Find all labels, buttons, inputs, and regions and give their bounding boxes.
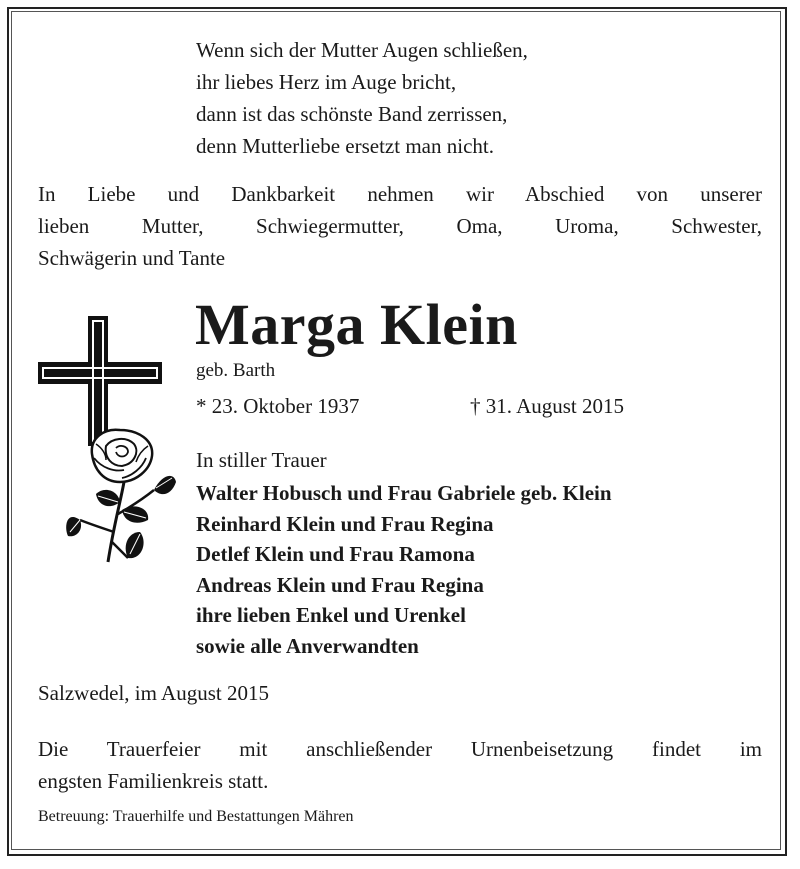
death-date: † 31. August 2015 [470,394,625,418]
poem-line: ihr liebes Herz im Auge bricht, [196,70,457,94]
intro-line: lieben Mutter, Schwiegermutter, Oma, Uroma, Schwester, [38,214,762,238]
birth-name: geb. Barth [196,360,276,381]
deceased-name: Marga Klein [195,292,518,357]
rose-icon [62,424,182,564]
mourner-line: sowie alle Anverwandten [196,633,419,658]
mourner-line: Walter Hobusch und Frau Gabriele geb. Klein [196,481,612,505]
mourner-line: ihre lieben Enkel und Urenkel [196,603,466,627]
place-date: Salzwedel, im August 2015 [38,681,269,705]
mourners-list [196,478,612,661]
mourner-line: Reinhard Klein und Frau Regina [196,511,494,536]
funeral-home-credit: Betreuung: Trauerhilfe und Bestattungen Mähren [38,808,354,825]
intro-line: Schwägerin und Tante [38,246,226,270]
poem-line: Wenn sich der Mutter Augen schließen, [196,38,528,62]
intro-line: In Liebe und Dankbarkeit nehmen wir Abschied von unserer [38,182,762,206]
intro-text [38,178,762,274]
mourner-line: Andreas Klein und Frau Regina [196,572,484,597]
mourning-heading: In stiller Trauer [196,448,327,472]
ceremony-line: Die Trauerfeier mit anschließender Urnenbeisetzung findet im [38,737,762,761]
poem-line: denn Mutterliebe ersetzt man nicht. [196,134,494,158]
ceremony-text [38,733,762,797]
ceremony-line: engsten Familienkreis statt. [38,769,269,793]
poem [196,34,528,162]
poem-line: dann ist das schönste Band zerrissen, [196,102,508,126]
mourner-line: Detlef Klein und Frau Ramona [196,542,475,566]
birth-date: * 23. Oktober 1937 [196,394,360,418]
